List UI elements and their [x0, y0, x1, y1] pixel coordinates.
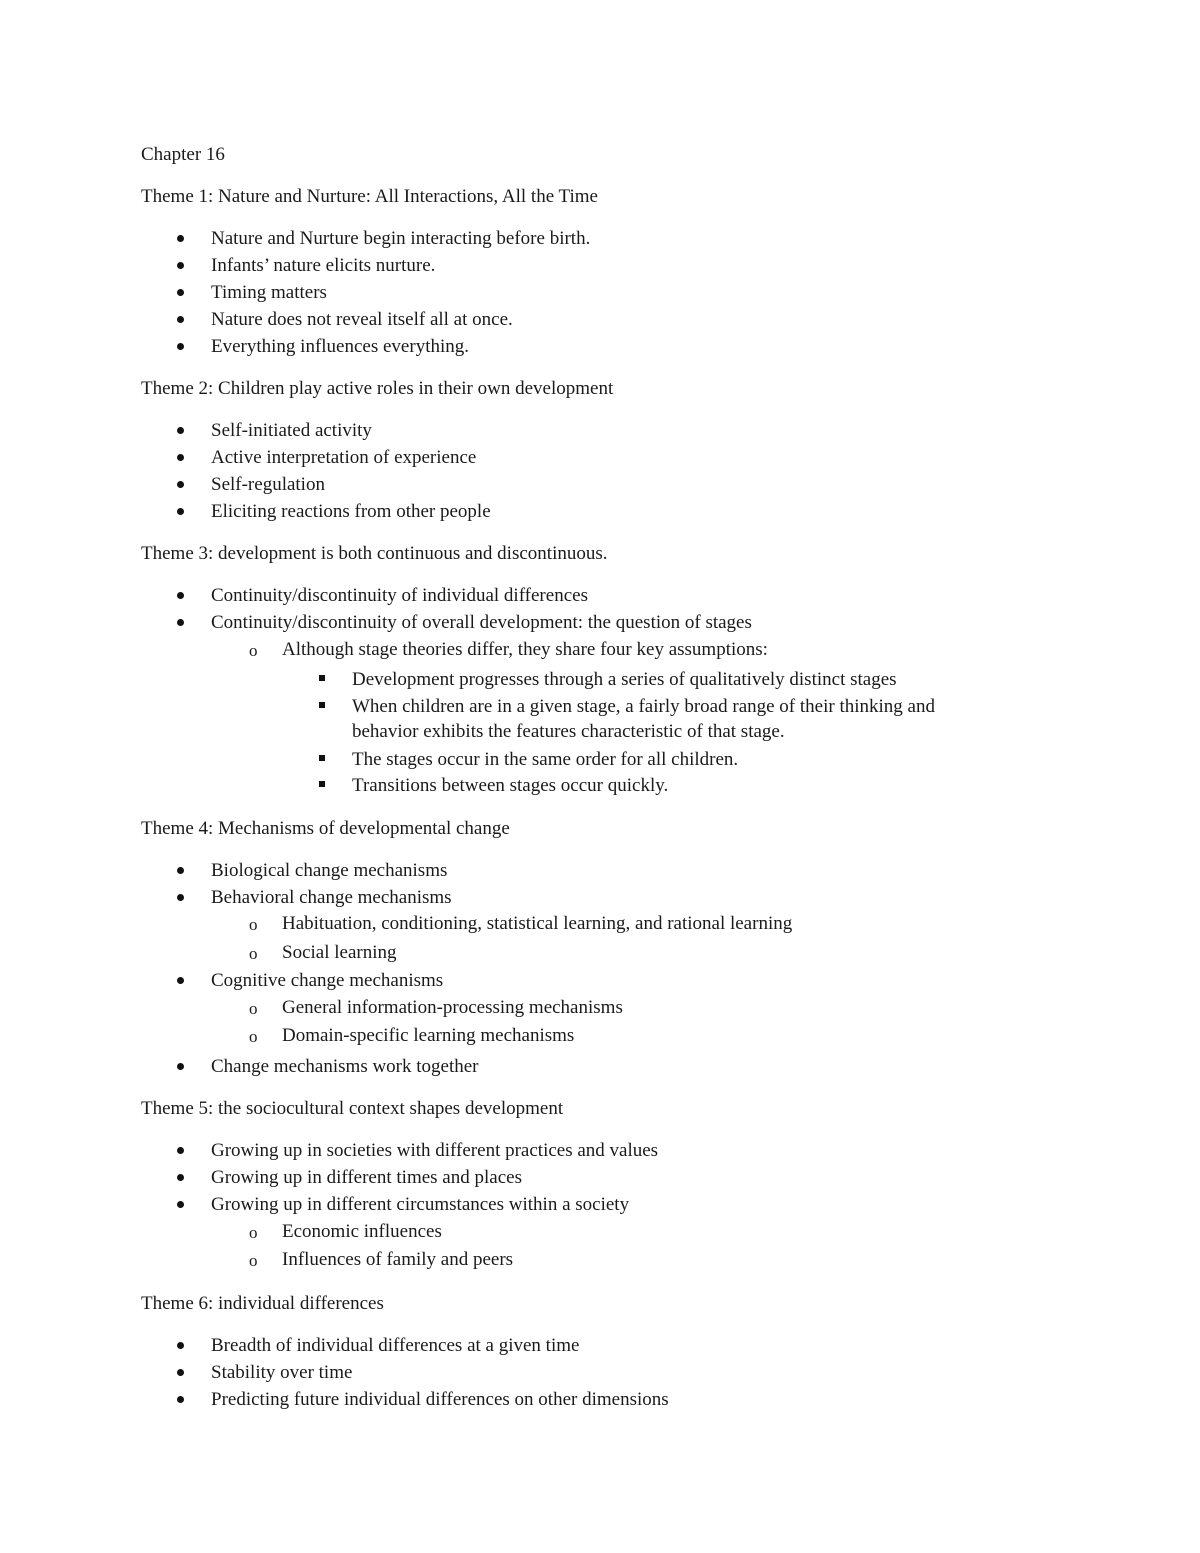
- circle-bullet-icon: o: [249, 915, 258, 934]
- list-item: Active interpretation of experience: [211, 447, 477, 468]
- bullet-icon: [177, 1201, 184, 1208]
- chapter-title: Chapter 16: [141, 144, 225, 165]
- theme-5-heading: Theme 5: the sociocultural context shapes development: [141, 1098, 564, 1119]
- square-bullet-icon: [319, 702, 325, 708]
- bullet-icon: [177, 427, 184, 434]
- bullet-icon: [177, 1396, 184, 1403]
- sub-sub-list-item-continuation: behavior exhibits the features characteristic of that stage.: [352, 721, 785, 742]
- bullet-icon: [177, 1147, 184, 1154]
- sub-list-item: Although stage theories differ, they share four key assumptions:: [282, 639, 768, 660]
- circle-bullet-icon: o: [249, 999, 258, 1018]
- list-item: Self-regulation: [211, 474, 325, 495]
- bullet-icon: [177, 977, 184, 984]
- square-bullet-icon: [319, 755, 325, 761]
- list-item: Eliciting reactions from other people: [211, 501, 491, 522]
- bullet-icon: [177, 867, 184, 874]
- bullet-icon: [177, 508, 184, 515]
- list-item: Everything influences everything.: [211, 336, 470, 357]
- list-item: Continuity/discontinuity of overall development: the question of stages: [211, 612, 752, 633]
- list-item: Growing up in different circumstances within a society: [211, 1194, 630, 1215]
- theme-6-heading: Theme 6: individual differences: [141, 1293, 384, 1314]
- square-bullet-icon: [319, 675, 325, 681]
- list-item: Change mechanisms work together: [211, 1056, 479, 1077]
- list-item: Self-initiated activity: [211, 420, 372, 441]
- bullet-icon: [177, 894, 184, 901]
- sub-sub-list-item: When children are in a given stage, a fairly broad range of their thinking and: [352, 696, 935, 717]
- sub-list-item: Domain-specific learning mechanisms: [282, 1025, 575, 1046]
- theme-1-heading: Theme 1: Nature and Nurture: All Interactions, All the Time: [141, 186, 598, 207]
- list-item: Timing matters: [211, 282, 327, 303]
- list-item: Behavioral change mechanisms: [211, 887, 452, 908]
- bullet-icon: [177, 1342, 184, 1349]
- list-item: Cognitive change mechanisms: [211, 970, 444, 991]
- square-bullet-icon: [319, 781, 325, 787]
- bullet-icon: [177, 262, 184, 269]
- circle-bullet-icon: o: [249, 641, 258, 660]
- list-item: Continuity/discontinuity of individual differences: [211, 585, 588, 606]
- bullet-icon: [177, 592, 184, 599]
- list-item: Nature does not reveal itself all at once.: [211, 309, 513, 330]
- theme-3-heading: Theme 3: development is both continuous and discontinuous.: [141, 543, 608, 564]
- bullet-icon: [177, 289, 184, 296]
- bullet-icon: [177, 343, 184, 350]
- bullet-icon: [177, 454, 184, 461]
- list-item: Growing up in societies with different practices and values: [211, 1140, 659, 1161]
- list-item: Infants’ nature elicits nurture.: [211, 255, 436, 276]
- list-item: Biological change mechanisms: [211, 860, 448, 881]
- bullet-icon: [177, 235, 184, 242]
- theme-2-heading: Theme 2: Children play active roles in their own development: [141, 378, 614, 399]
- bullet-icon: [177, 481, 184, 488]
- list-item: Stability over time: [211, 1362, 353, 1383]
- bullet-icon: [177, 1063, 184, 1070]
- sub-list-item: Social learning: [282, 942, 397, 963]
- list-item: Predicting future individual differences on other dimensions: [211, 1389, 669, 1410]
- list-item: Nature and Nurture begin interacting before birth.: [211, 228, 591, 249]
- list-item: Breadth of individual differences at a given time: [211, 1335, 580, 1356]
- circle-bullet-icon: o: [249, 1251, 258, 1270]
- bullet-icon: [177, 619, 184, 626]
- bullet-icon: [177, 1174, 184, 1181]
- theme-4-heading: Theme 4: Mechanisms of developmental change: [141, 818, 510, 839]
- circle-bullet-icon: o: [249, 1223, 258, 1242]
- sub-sub-list-item: Transitions between stages occur quickly.: [352, 775, 669, 796]
- bullet-icon: [177, 316, 184, 323]
- circle-bullet-icon: o: [249, 1027, 258, 1046]
- sub-list-item: Economic influences: [282, 1221, 442, 1242]
- sub-sub-list-item: Development progresses through a series of qualitatively distinct stages: [352, 669, 897, 690]
- circle-bullet-icon: o: [249, 944, 258, 963]
- sub-sub-list-item: The stages occur in the same order for all children.: [352, 749, 739, 770]
- sub-list-item: General information-processing mechanisms: [282, 997, 623, 1018]
- list-item: Growing up in different times and places: [211, 1167, 522, 1188]
- sub-list-item: Habituation, conditioning, statistical learning, and rational learning: [282, 913, 793, 934]
- bullet-icon: [177, 1369, 184, 1376]
- sub-list-item: Influences of family and peers: [282, 1249, 514, 1270]
